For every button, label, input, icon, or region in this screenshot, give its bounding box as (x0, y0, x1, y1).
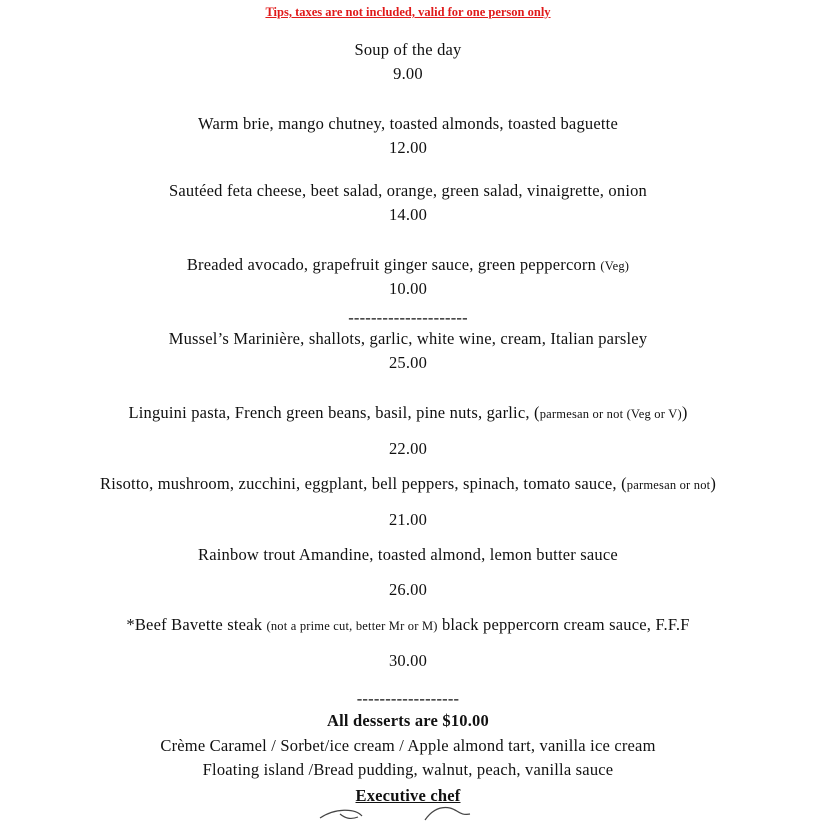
dessert-line: Crème Caramel / Sorbet/ice cream / Apple almond tart, vanilla ice cream (160, 736, 656, 755)
menu-item-name (0, 615, 816, 636)
menu-item-price: 30.00 (388, 651, 428, 670)
menu-item-name: Sautéed feta cheese, beet salad, orange, green salad, vinaigrette, onion (168, 181, 648, 200)
menu-item-price: 12.00 (388, 138, 428, 157)
menu-item-name (0, 255, 816, 276)
menu-item-note: parmesan or not (Veg or V) (539, 407, 682, 421)
menu-item-price: 25.00 (388, 353, 428, 372)
dessert-line: Floating island /Bread pudding, walnut, peach, vanilla sauce (202, 760, 614, 779)
chef-label: Executive chef (355, 786, 461, 805)
menu-item-name-end: ) (681, 403, 688, 422)
menu-item-name: Rainbow trout Amandine, toasted almond, lemon butter sauce (198, 545, 618, 564)
menu-item-name-text: Linguini pasta, French green beans, basil, pine nuts, garlic, ( (128, 403, 540, 422)
menu-item-name-text: Breaded avocado, grapefruit ginger sauce, green peppercorn (186, 255, 601, 274)
menu-item-price: 22.00 (388, 439, 428, 458)
chef-signature (300, 804, 530, 824)
menu-item-price: 14.00 (388, 205, 428, 224)
section-divider: --------------------- (348, 308, 468, 327)
menu-item-price: 10.00 (388, 279, 428, 298)
menu-item-price: 9.00 (393, 64, 423, 83)
menu-item-name-text: Risotto, mushroom, zucchini, eggplant, bell peppers, spinach, tomato sauce, ( (99, 474, 627, 493)
menu-item-note: (not a prime cut, better Mr or M) (266, 619, 438, 633)
menu-item-price: 21.00 (388, 510, 428, 529)
menu-item-name: Soup of the day (354, 40, 462, 59)
menu-item-name-end: black peppercorn cream sauce, F.F.F (437, 615, 690, 634)
menu-item-note: parmesan or not (626, 478, 711, 492)
section-divider: ------------------ (356, 689, 460, 708)
menu-item-name (0, 403, 816, 424)
tips-notice: Tips, taxes are not included, valid for one person only (265, 5, 551, 19)
menu-item-name (0, 474, 816, 495)
menu-item-name-end: ) (710, 474, 717, 493)
menu-item-note: (Veg) (600, 259, 630, 273)
menu-item-name: Mussel’s Marinière, shallots, garlic, white wine, cream, Italian parsley (168, 329, 648, 348)
menu-item-name: Warm brie, mango chutney, toasted almonds, toasted baguette (198, 114, 618, 133)
menu-item-price: 26.00 (388, 580, 428, 599)
menu-item-name-text: *Beef Bavette steak (126, 615, 267, 634)
desserts-heading: All desserts are $10.00 (327, 711, 489, 730)
